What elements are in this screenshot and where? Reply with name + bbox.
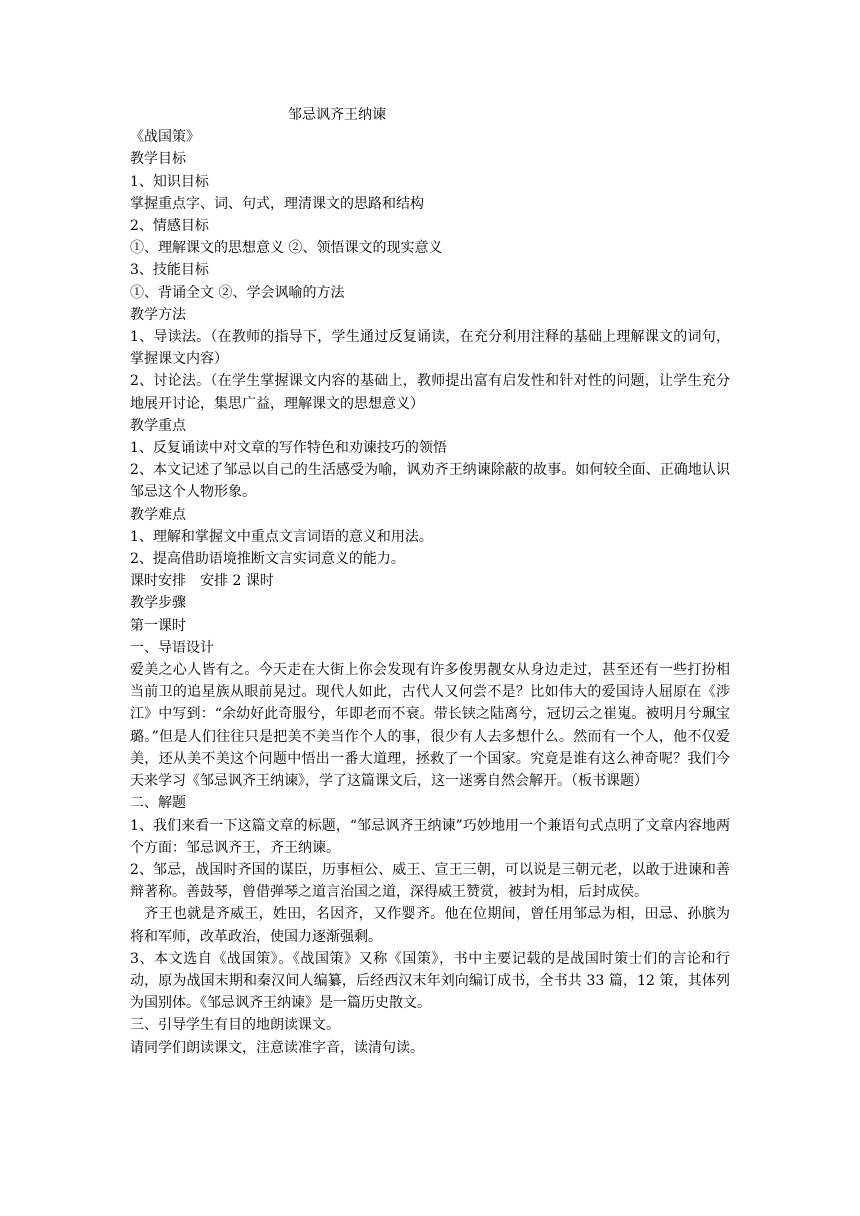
explain-2: 2、邹忌，战国时齐国的谋臣，历事桓公、威王、宣王三朝，可以说是三朝元老，以敢于进谏和善辩著称。善鼓琴，曾借弹琴之道言治国之道，深得威王赞赏，被封为相，后封成侯。 bbox=[130, 861, 730, 901]
method-1: 1、导读法。（在教师的指导下，学生通过反复诵读，在充分利用注释的基础上理解课文的词句，掌握课文内容） bbox=[130, 329, 730, 368]
steps-heading: 教学步骤 bbox=[130, 595, 186, 612]
reading-line: 请同学们朗读课文，注意读准字音，读清句读。 bbox=[130, 1039, 424, 1056]
explain-3: 3、本文选自《战国策》。《战国策》又称《国策》，书中主要记载的是战国时策士们的言论和行动，原为战国末期和秦汉间人编纂，后经西汉末年刘向编订成书，全书共 33 篇，12 策，其体列为国别体。《邹忌讽齐王纳谏》是一篇历史散文。 bbox=[130, 950, 730, 1012]
focus-2: 2、本文记述了邹忌以自己的生活感受为喻，讽劝齐王纳谏除蔽的故事。如何较全面、正确地认识邹忌这个人物形象。 bbox=[130, 462, 730, 501]
document-title: 邹忌讽齐王纳谏 bbox=[288, 107, 386, 123]
skill-goal-heading: 3、技能目标 bbox=[130, 262, 209, 279]
schedule-line: 课时安排 安排 2 课时 bbox=[130, 573, 274, 590]
document-body bbox=[130, 104, 730, 1059]
explain-heading: 二、解题 bbox=[130, 795, 186, 812]
reading-heading: 三、引导学生有目的地朗读课文。 bbox=[130, 1017, 340, 1034]
emotion-goal-text: ①、理解课文的思想意义 ②、领悟课文的现实意义 bbox=[130, 240, 443, 257]
intro-heading: 一、导语设计 bbox=[130, 639, 214, 656]
focus-1: 1、反复诵读中对文章的写作特色和劝谏技巧的领悟 bbox=[130, 440, 447, 457]
explain-2b: 齐王也就是齐威王，姓田，名因齐，又作婴齐。他在位期间，曾任用邹忌为相，田忌、孙膑为将和军师，改革政治，使国力逐渐强剩。 bbox=[130, 906, 730, 945]
knowledge-goal-text: 掌握重点字、词、句式，理清课文的思路和结构 bbox=[130, 195, 424, 212]
explain-1: 1、我们来看一下这篇文章的标题，“邹忌讽齐王纳谏”巧妙地用一个兼语句式点明了文章内容地两个方面：邹忌讽齐王，齐王纳谏。 bbox=[130, 817, 730, 856]
goals-heading: 教学目标 bbox=[130, 151, 186, 168]
lesson-1-heading: 第一课时 bbox=[130, 617, 186, 634]
methods-heading: 教学方法 bbox=[130, 306, 186, 323]
difficulty-heading: 教学难点 bbox=[130, 506, 186, 523]
source-line: 《战国策》 bbox=[130, 129, 200, 146]
emotion-goal-heading: 2、情感目标 bbox=[130, 218, 209, 235]
method-2: 2、讨论法。（在学生掌握课文内容的基础上，教师提出富有启发性和针对性的问题，让学生充分地展开讨论，集思广益，理解课文的思想意义） bbox=[130, 373, 730, 412]
difficulty-2: 2、提高借助语境推断文言实词意义的能力。 bbox=[130, 551, 405, 568]
focus-heading: 教学重点 bbox=[130, 417, 186, 434]
skill-goal-text: ①、背诵全文 ②、学会讽喻的方法 bbox=[130, 284, 345, 301]
intro-paragraph: 爱美之心人皆有之。今天走在大街上你会发现有许多俊男靓女从身边走过，甚至还有一些打扮相当前卫的追星族从眼前晃过。现代人如此，古代人又何尝不是？比如伟大的爱国诗人屈原在《涉江》中写到：“余幼好此奇服兮，年即老而不衰。带长铗之陆离兮，冠切云之崔嵬。被明月兮珮宝璐。”但是人们往往只是把美不美当作个人的事，很少有人去多想什么。然而有一个人，他不仅爱美，还从美不美这个问题中悟出一番大道理，拯救了一个国家。究竟是谁有这么神奇呢？我们今天来学习《邹忌讽齐王纳谏》，学了这篇课文后，这一迷雾自然会解开。（板书课题） bbox=[130, 662, 730, 790]
difficulty-1: 1、理解和掌握文中重点文言词语的意义和用法。 bbox=[130, 528, 433, 545]
knowledge-goal-heading: 1、知识目标 bbox=[130, 173, 209, 190]
